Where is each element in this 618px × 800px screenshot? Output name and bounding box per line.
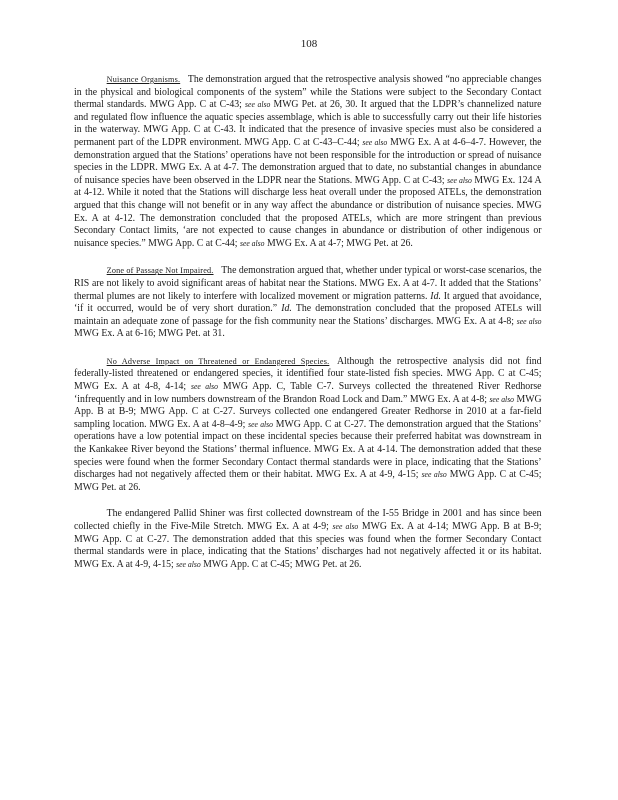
paragraph-text: MWG Ex. 124 A at 4-12. While it noted that the Stations will discharge less heat overall under the proposed ATELs, the demonstration argued that this change will not benefit or in any way affect the abundance or distribution of nuisance species. MWG Ex. A at 4-12. The demonstration concluded that the proposed ATELs, which are more stringent than previous Secondary Contact limits, ‘are not expected to cause changes in abundance or distribution of other indigenous or nuisance species.” MWG App. C at C-44; — [74, 174, 542, 249]
paragraph — [74, 264, 542, 341]
citation-signal: see also — [516, 316, 542, 326]
citation-signal: see also — [362, 137, 388, 147]
paragraph-text: MWG Ex. A at 4-7; MWG Pet. at 26. — [264, 237, 413, 249]
paragraph-text: MWG Ex. A at 4-14; MWG App. B at B-9; MWG App. C at C-27. The demonstration added that this species was found when the former Secondary Contact thermal standards were in place, indicating that the Stations’ discharges had not negatively affected it or its habitat. MWG Ex. A at 4-9, 4-15; — [74, 521, 542, 570]
paragraph-text: Although the retrospective analysis did not find federally-listed threatened or endangered species, it identified four state-listed fish species. MWG App. C at C-45; MWG Ex. A at 4-8, 4-14; — [74, 355, 542, 393]
body-text — [74, 73, 542, 585]
paragraph-text: MWG App. B at B-9; MWG App. C at C-27. Surveys collected one endangered Greater Redhorse in 2010 at a far-field sampling location. MWG Ex. A at 4-8–4-9; — [74, 393, 542, 430]
paragraph-text: It argued that avoidance, ‘if it occurred, would be of very short duration.” — [74, 290, 542, 315]
paragraph-text: MWG App. C at C-27. The demonstration argued that the Stations’ operations have a low potential impact on these incidental species because their preferred habitat was downstream in the Kankakee River beyond the Stations’ thermal influence. MWG Ex. A at 4-14. The demonstration added that these species were found when the former Secondary Contact thermal standards were in place, indicating that the Stations’ discharges had not negatively affected them or their habitat. MWG Ex. A at 4-9, 4-15; — [74, 418, 542, 481]
paragraph-text: MWG App. C at C-45; MWG Pet. at 26. — [200, 558, 362, 570]
section-heading: No Adverse Impact on Threatened or Endangered Species. — [106, 355, 330, 366]
citation-signal: see also — [332, 522, 359, 531]
paragraph — [74, 508, 542, 571]
section-heading: Zone of Passage Not Impaired. — [106, 265, 214, 276]
page-number: 108 — [300, 38, 318, 50]
citation-signal: see also — [248, 419, 274, 429]
paragraph-text: The endangered Pallid Shiner was first collected downstream of the I-55 Bridge in 2001 and has since been collected chiefly in the Five-Mile Stretch. MWG Ex. A at 4-9; — [74, 508, 542, 532]
paragraph-text: MWG Pet. at 26, 30. It argued that the LDPR’s channelized nature and regulated flow influence the aquatic species assemblage, which is able to successfully carry out their life histories in the waterway. MWG App. C at C-43. It indicated that the presence of invasive species must also be considered a permanent part of the LDPR environment. MWG App. C at C-43–C-44; — [74, 99, 542, 148]
citation-id: Id. — [281, 303, 292, 315]
citation-signal: see also — [176, 559, 201, 569]
paragraph-text: MWG App. C, Table C-7. Surveys collected the threatened River Redhorse ‘infrequently and in low numbers downstream of the Brandon Road Lock and Dam.” MWG Ex. A at 4-8; — [74, 381, 542, 405]
paragraph-text: MWG Ex. A at 4-6–4-7. However, the demonstration argued that the Stations’ operations have not been responsible for the introduction or spread of nuisance species in the LDPR. MWG Ex. A at 4-7. The demonstration argued that to date, no substantial changes in abundance of nuisance species have been observed in the LDPR near the Stations. MWG App. C at C-43; — [74, 136, 542, 186]
paragraph-text: MWG Ex. A at 6-16; MWG Pet. at 31. — [74, 328, 225, 340]
paragraph-text: The demonstration concluded that the proposed ATELs will maintain an adequate zone of passage for the fish community near the Stations’ discharges. MWG Ex. A at 4-8; — [74, 303, 542, 327]
citation-signal: see also — [447, 175, 472, 185]
section-heading: Nuisance Organisms. — [106, 74, 181, 84]
citation-signal: see also — [421, 470, 447, 480]
citation-signal: see also — [245, 100, 271, 110]
citation-signal: see also — [191, 382, 219, 392]
paragraph — [74, 355, 542, 495]
paragraph-text: MWG App. C at C-45; MWG Pet. at 26. — [74, 469, 542, 493]
citation-id: Id. — [430, 290, 441, 302]
citation-signal: see also — [239, 238, 265, 248]
citation-signal: see also — [489, 394, 515, 404]
paragraph-text: The demonstration argued that the retrospective analysis showed “no appreciable changes in the physical and biological components of the system” while the Stations were subject to the Secondary Contact thermal standards. MWG App. C at C-43; — [74, 74, 542, 111]
paragraph — [74, 73, 542, 250]
paragraph-text: The demonstration argued that, whether under typical or worst-case scenarios, the RIS are not likely to avoid significant areas of habitat near the Stations. MWG Ex. A at 4-7. It added that the Stations’ thermal plumes are not likely to interfere with localized movement or migration patterns. — [74, 265, 542, 302]
